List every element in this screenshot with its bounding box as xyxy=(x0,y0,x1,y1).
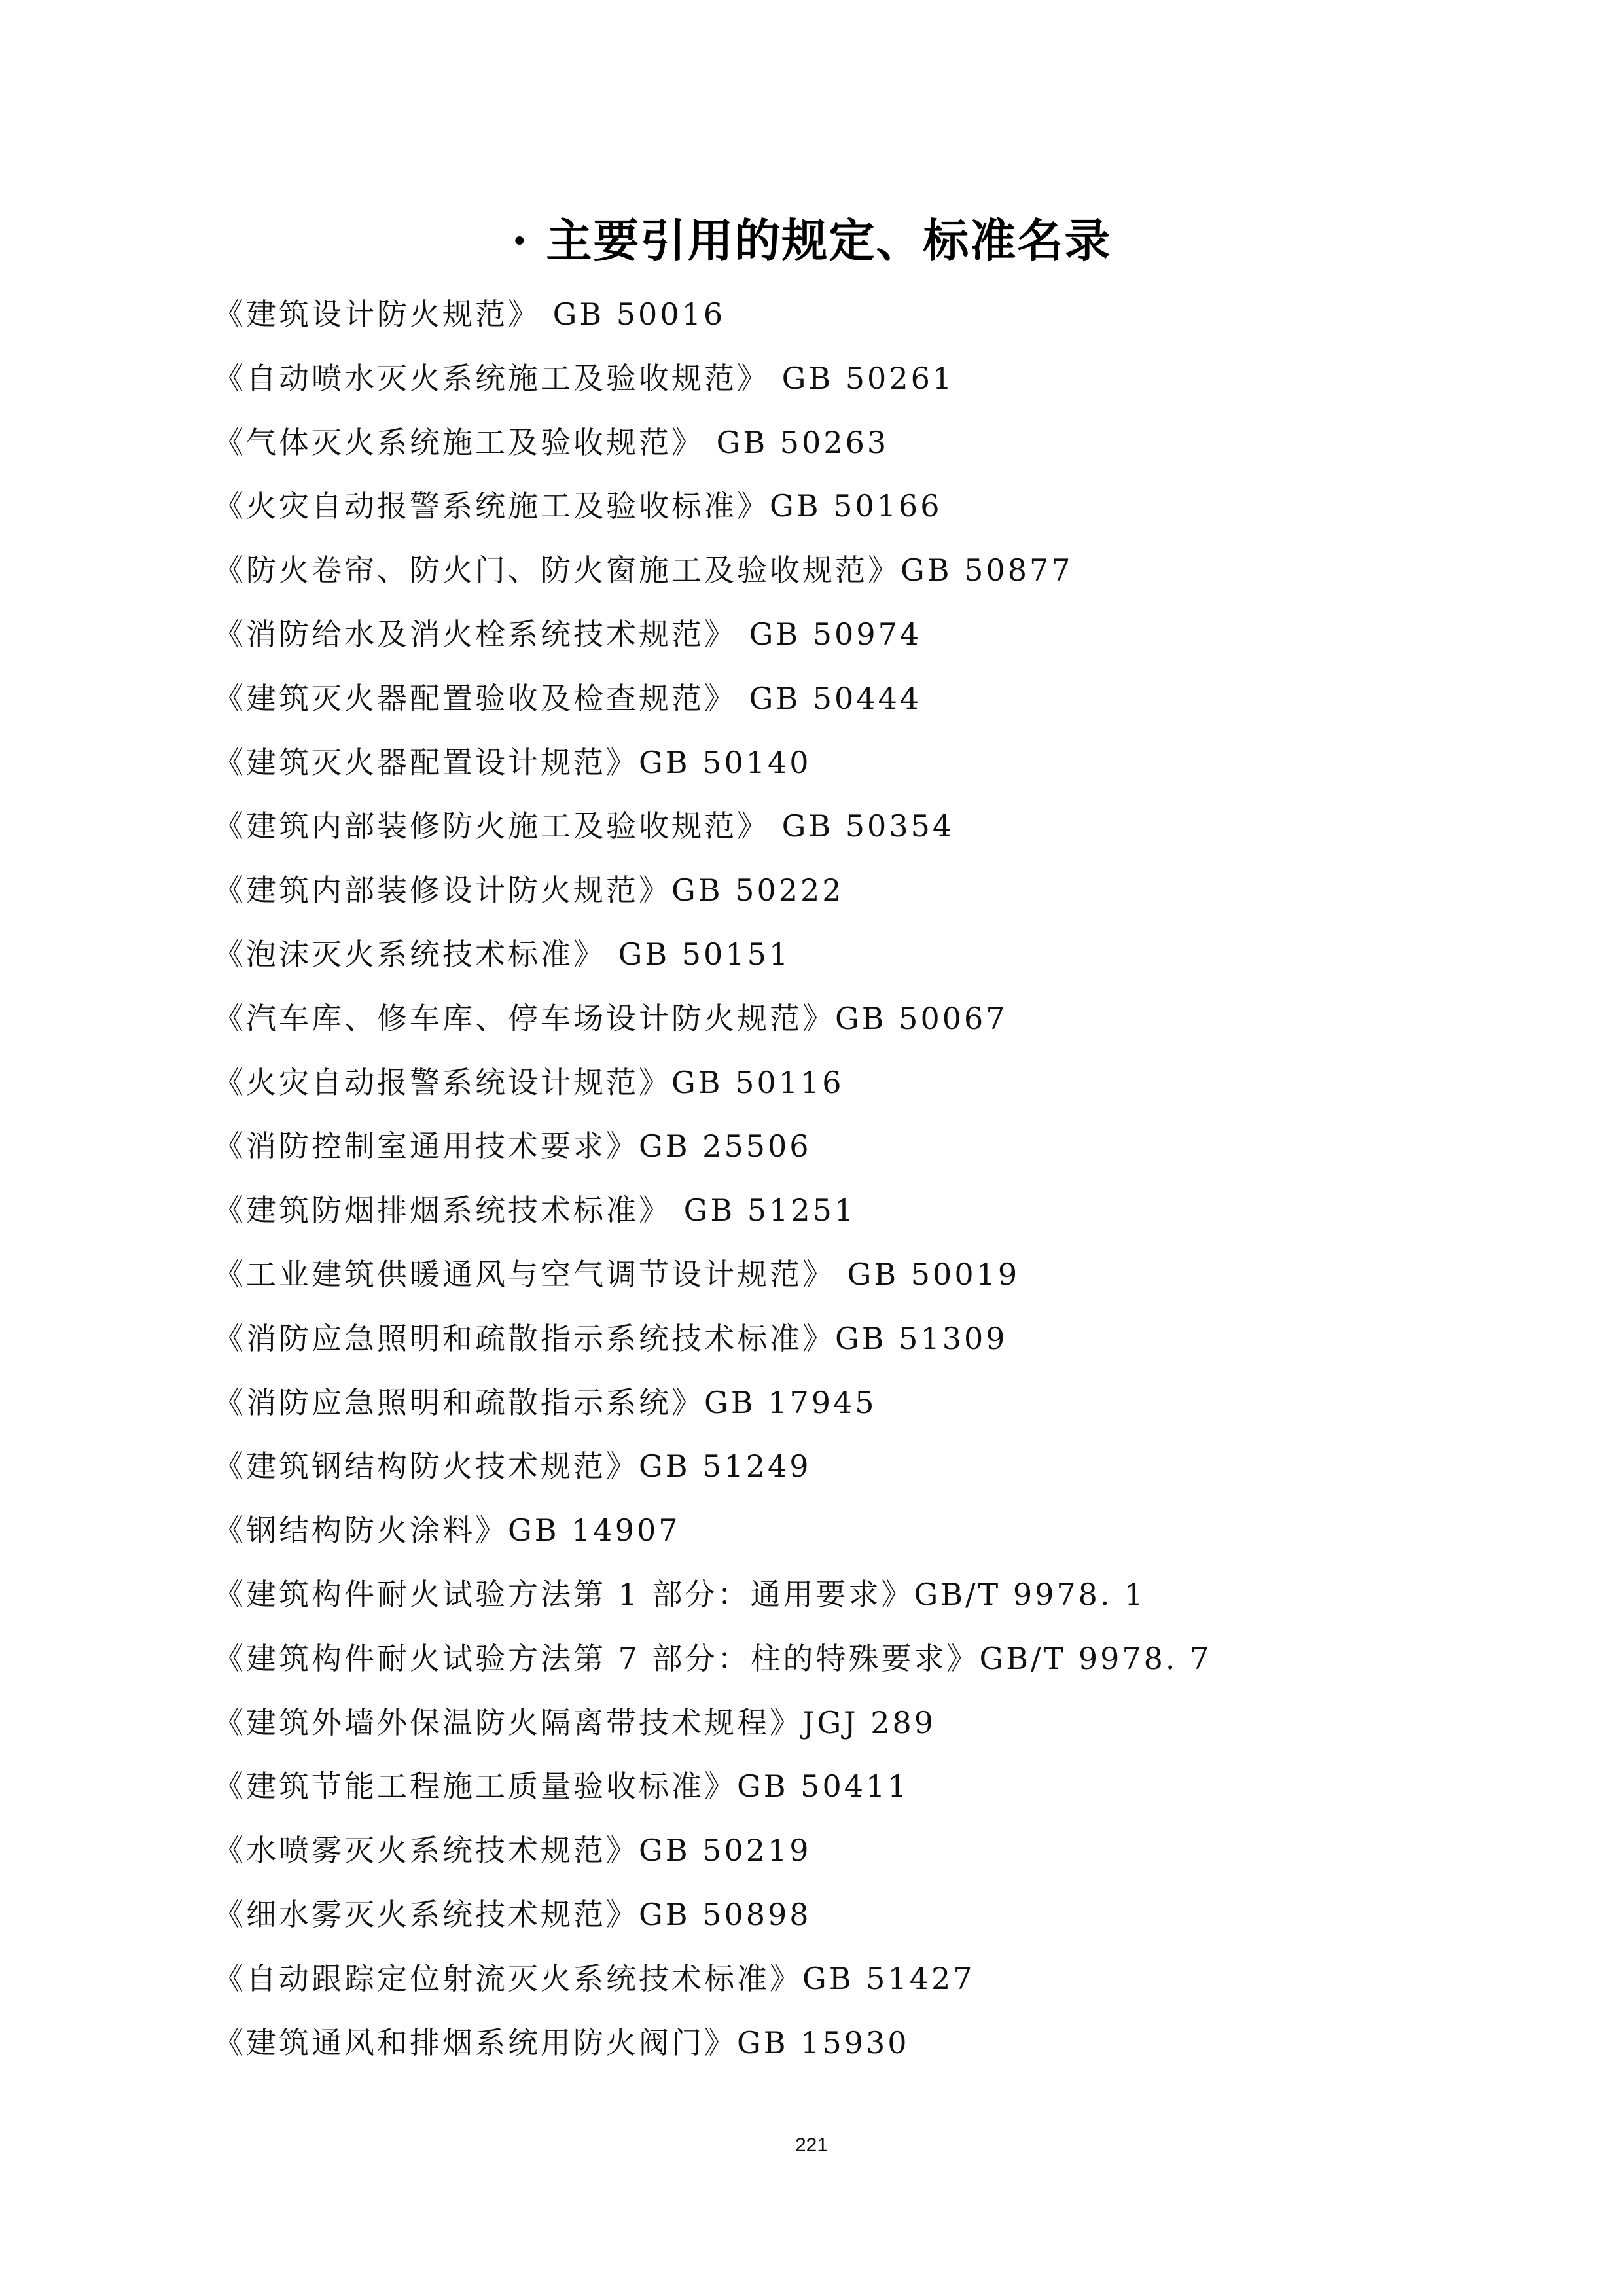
reference-item: 《建筑防烟排烟系统技术标准》 GB 51251 xyxy=(213,1193,857,1229)
reference-item: 《自动跟踪定位射流灭火系统技术标准》GB 51427 xyxy=(213,1960,975,1996)
reference-item: 《建筑设计防火规范》 GB 50016 xyxy=(213,296,726,332)
reference-item: 《建筑节能工程施工质量验收标准》GB 50411 xyxy=(213,1768,910,1804)
reference-item: 《消防给水及消火栓系统技术规范》 GB 50974 xyxy=(213,616,922,652)
reference-item: 《建筑构件耐火试验方法第 7 部分：柱的特殊要求》GB/T 9978. 7 xyxy=(213,1640,1212,1676)
reference-item: 《钢结构防火涂料》GB 14907 xyxy=(213,1513,681,1549)
page-number: 221 xyxy=(794,2134,829,2156)
reference-item: 《建筑外墙外保温防火隔离带技术规程》JGJ 289 xyxy=(213,1704,936,1740)
page-title: · 主要引用的规定、标准名录 xyxy=(511,213,1112,268)
reference-item: 《消防应急照明和疏散指示系统技术标准》GB 51309 xyxy=(213,1320,1008,1356)
reference-item: 《工业建筑供暖通风与空气调节设计规范》 GB 50019 xyxy=(213,1256,1020,1292)
reference-item: 《火灾自动报警系统设计规范》GB 50116 xyxy=(213,1064,844,1100)
reference-item: 《消防控制室通用技术要求》GB 25506 xyxy=(213,1128,812,1164)
reference-list xyxy=(213,283,1535,2075)
reference-item: 《建筑内部装修设计防火规范》GB 50222 xyxy=(213,872,844,908)
reference-item: 《建筑钢结构防火技术规范》GB 51249 xyxy=(213,1448,812,1484)
reference-item: 《建筑内部装修防火施工及验收规范》 GB 50354 xyxy=(213,808,955,844)
reference-item: 《气体灭火系统施工及验收规范》 GB 50263 xyxy=(213,424,889,460)
reference-item: 《消防应急照明和疏散指示系统》GB 17945 xyxy=(213,1384,877,1420)
reference-item: 《防火卷帘、防火门、防火窗施工及验收规范》GB 50877 xyxy=(213,552,1073,588)
reference-item: 《火灾自动报警系统施工及验收标准》GB 50166 xyxy=(213,488,942,524)
reference-item: 《建筑通风和排烟系统用防火阀门》GB 15930 xyxy=(213,2024,910,2060)
reference-item: 《汽车库、修车库、停车场设计防火规范》GB 50067 xyxy=(213,1000,1008,1036)
reference-item: 《建筑构件耐火试验方法第 1 部分：通用要求》GB/T 9978. 1 xyxy=(213,1576,1147,1612)
reference-item: 《水喷雾灭火系统技术规范》GB 50219 xyxy=(213,1833,812,1869)
reference-item: 《细水雾灭火系统技术规范》GB 50898 xyxy=(213,1896,812,1932)
reference-item: 《泡沫灭火系统技术标准》 GB 50151 xyxy=(213,936,791,972)
reference-item: 《建筑灭火器配置设计规范》GB 50140 xyxy=(213,744,812,780)
reference-item: 《建筑灭火器配置验收及检查规范》 GB 50444 xyxy=(213,680,922,716)
reference-item: 《自动喷水灭火系统施工及验收规范》 GB 50261 xyxy=(213,360,955,396)
